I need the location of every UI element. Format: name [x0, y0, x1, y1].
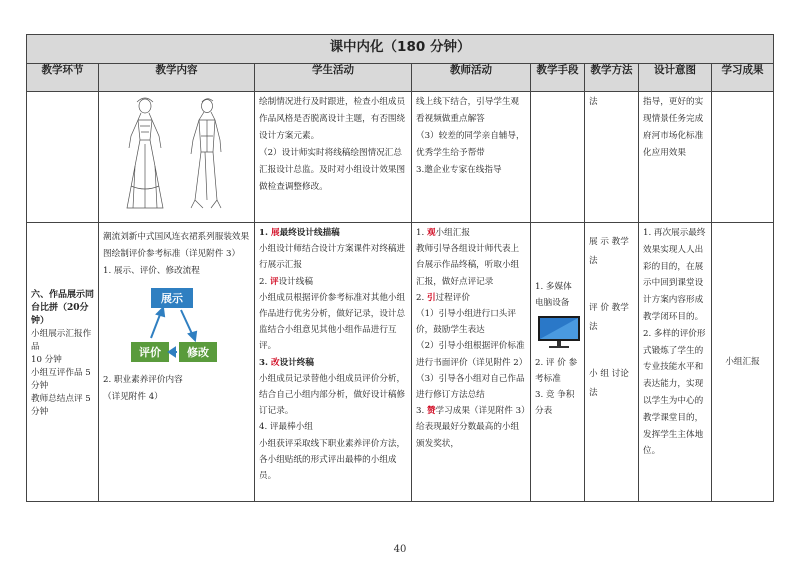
row1-outcome: [712, 92, 774, 223]
t2-item-3: （3）引导各小组对自己作品进行修订方法总结: [416, 373, 525, 401]
intent-1: 1. 再次展示最终效果实现人人出彩的目的，在展示中回到课堂设计方案内容形成教学闭环目的。: [643, 228, 706, 322]
s2-red-char: 评: [269, 276, 279, 287]
row2-student-activity: [255, 223, 412, 502]
s3-title: 设计终稿: [279, 357, 314, 368]
row1-teacher-text-2: （3）较差的同学亲自辅导，优秀学生给予帮带: [416, 131, 525, 158]
s1-title: 最终设计线描稿: [279, 228, 340, 238]
page-number: 40: [393, 544, 407, 555]
means-3: 3. 竞 争积分表: [535, 390, 575, 416]
row2-means: [531, 223, 585, 502]
stage-title: 六、作品展示同台比拼（20分钟）: [31, 290, 95, 326]
arrow-head-icon: [189, 332, 196, 340]
row1-content: [99, 92, 255, 223]
s4-title: 4. 评最棒小组: [259, 422, 313, 433]
stage-line-4: 教师总结点评 5 分钟: [31, 394, 91, 417]
s2-text: 小组成员根据评价参考标准对其他小组作品进行优劣分析，做好记录，设计总监结合小组意见其他小组作品进行互评。: [259, 292, 406, 352]
cycle-node-revise: 修改: [187, 346, 209, 359]
t1-title: 小组汇报: [435, 228, 470, 238]
row1-student-text-2: （2）设计师实时将线稿绘图情况汇总汇报设计总监。及时对小组设计效果图做检查调整修改。: [259, 148, 406, 192]
arrow-head-icon: [169, 348, 175, 356]
method-3: 小 组 讨论法: [589, 369, 629, 398]
row1-teacher-text-1: 线上线下结合，引导学生观看视频做重点解答: [416, 97, 520, 124]
t3-text: 学习成果（详见附件 3）给表现最好分数最高的小组颁发奖状，: [416, 406, 526, 449]
header-content: 教学内容: [99, 64, 255, 92]
show-evaluate-revise-cycle-diagram: [129, 286, 219, 368]
table-title: 课中内化（180 分钟）: [27, 35, 774, 64]
header-teacher-activity: 教师活动: [412, 64, 531, 92]
stage-line-2: 10 分钟: [31, 355, 62, 365]
row2-intent: [639, 223, 712, 502]
header-means: 教学手段: [531, 64, 585, 92]
arrow-head-icon: [157, 308, 164, 316]
method-1: 展 示 教学法: [589, 237, 629, 266]
outcome-text: 小组汇报: [725, 356, 760, 367]
t3-red-char: 赞: [426, 406, 436, 417]
header-method: 教学方法: [585, 64, 639, 92]
s2-num: 2.: [259, 276, 268, 287]
s1-red-char: 展: [270, 228, 280, 238]
s3-num: 3.: [259, 357, 268, 368]
row2-content: [99, 223, 255, 502]
row2-stage: [27, 223, 99, 502]
header-intent: 设计意图: [639, 64, 712, 92]
row2-teacher-activity: [412, 223, 531, 502]
t2-item-1: （1）引导小组进行口头评价，鼓励学生表达: [416, 309, 516, 336]
t1-text: 教师引导各组设计师代表上台展示作品终稿，听取小组汇报，做好点评记录: [416, 244, 520, 287]
cycle-arrow-line: [181, 310, 193, 336]
means-2: 2. 评 价 参考标准: [535, 358, 578, 384]
method-2: 评 价 教学法: [589, 303, 629, 332]
t3-num: 3.: [416, 406, 425, 417]
row1-stage: [27, 92, 99, 223]
row1-means: [531, 92, 585, 223]
row1-intent-text: 指导，更好的实现情景任务完成府河市场化标准化应用效果: [643, 97, 704, 158]
header-stage: 教学环节: [27, 64, 99, 92]
monitor-icon: [537, 315, 581, 349]
intent-2: 2. 多样的评价形式锻炼了学生的专业技能水平和表达能力，实现以学生为中心的教学课堂目的，发挥学生主体地位。: [643, 328, 706, 457]
row1-teacher-text-3: 3.邀企业专家在线指导: [416, 165, 502, 175]
t2-title: 过程评价: [435, 292, 470, 303]
s1-num: 1.: [259, 228, 268, 238]
cycle-arrow-line: [151, 312, 161, 338]
stage-line-1: 小组展示汇报作品: [31, 329, 92, 352]
means-1: 1. 多媒体电脑设备: [535, 282, 572, 308]
row1-method-text: 法: [589, 97, 598, 107]
header-outcome: 学习成果: [712, 64, 774, 92]
row1-method: [585, 92, 639, 223]
row1-teacher-activity: [412, 92, 531, 223]
s1-text: 小组设计师结合设计方案课件对终稿进行展示汇报: [259, 244, 406, 271]
content-intro: 潮流刘新中式国风连衣裙系列服装效果图绘制评价参考标准（详见附件 3）: [103, 232, 250, 259]
row2-outcome: [712, 223, 774, 502]
table-row: [27, 92, 774, 223]
cycle-node-evaluate: 评价: [139, 346, 161, 359]
s2-title: 设计线稿: [278, 276, 313, 287]
s3-red-char: 改: [270, 357, 280, 368]
lesson-plan-table: [26, 34, 774, 502]
s3-text: 小组成员记录替他小组成员评价分析，结合自己小组内部分析，做好设计稿修订记录。: [259, 373, 406, 417]
row1-intent: [639, 92, 712, 223]
content-item-2-note: （详见附件 4）: [103, 392, 163, 402]
t1-red-char: 观: [426, 228, 436, 238]
stage-line-3: 小组互评作品 5 分钟: [31, 368, 91, 391]
row2-method: [585, 223, 639, 502]
header-student-activity: 学生活动: [255, 64, 412, 92]
table-row: [27, 223, 774, 502]
row1-student-text-1: 绘制情况进行及时跟进，检查小组成员作品风格是否脱离设计主题，有否围绕设计方案元素。: [259, 97, 406, 141]
cycle-node-show: 展示: [161, 292, 183, 305]
row1-student-activity: [255, 92, 412, 223]
fashion-sketch-illustration: [107, 96, 247, 214]
t1-num: 1.: [416, 228, 425, 238]
s4-text: 小组获评采取线下职业素养评价方法，各小组贴纸的形式评出最棒的小组成员。: [259, 438, 406, 482]
t2-item-2: （2）引导小组根据评价标准进行书面评价（详见附件 2）: [416, 341, 528, 368]
t2-red-char: 引: [426, 292, 436, 303]
t2-num: 2.: [416, 292, 425, 303]
content-item-2: 2. 职业素养评价内容: [103, 375, 183, 385]
content-item-1: 1. 展示、评价、修改流程: [103, 266, 200, 276]
